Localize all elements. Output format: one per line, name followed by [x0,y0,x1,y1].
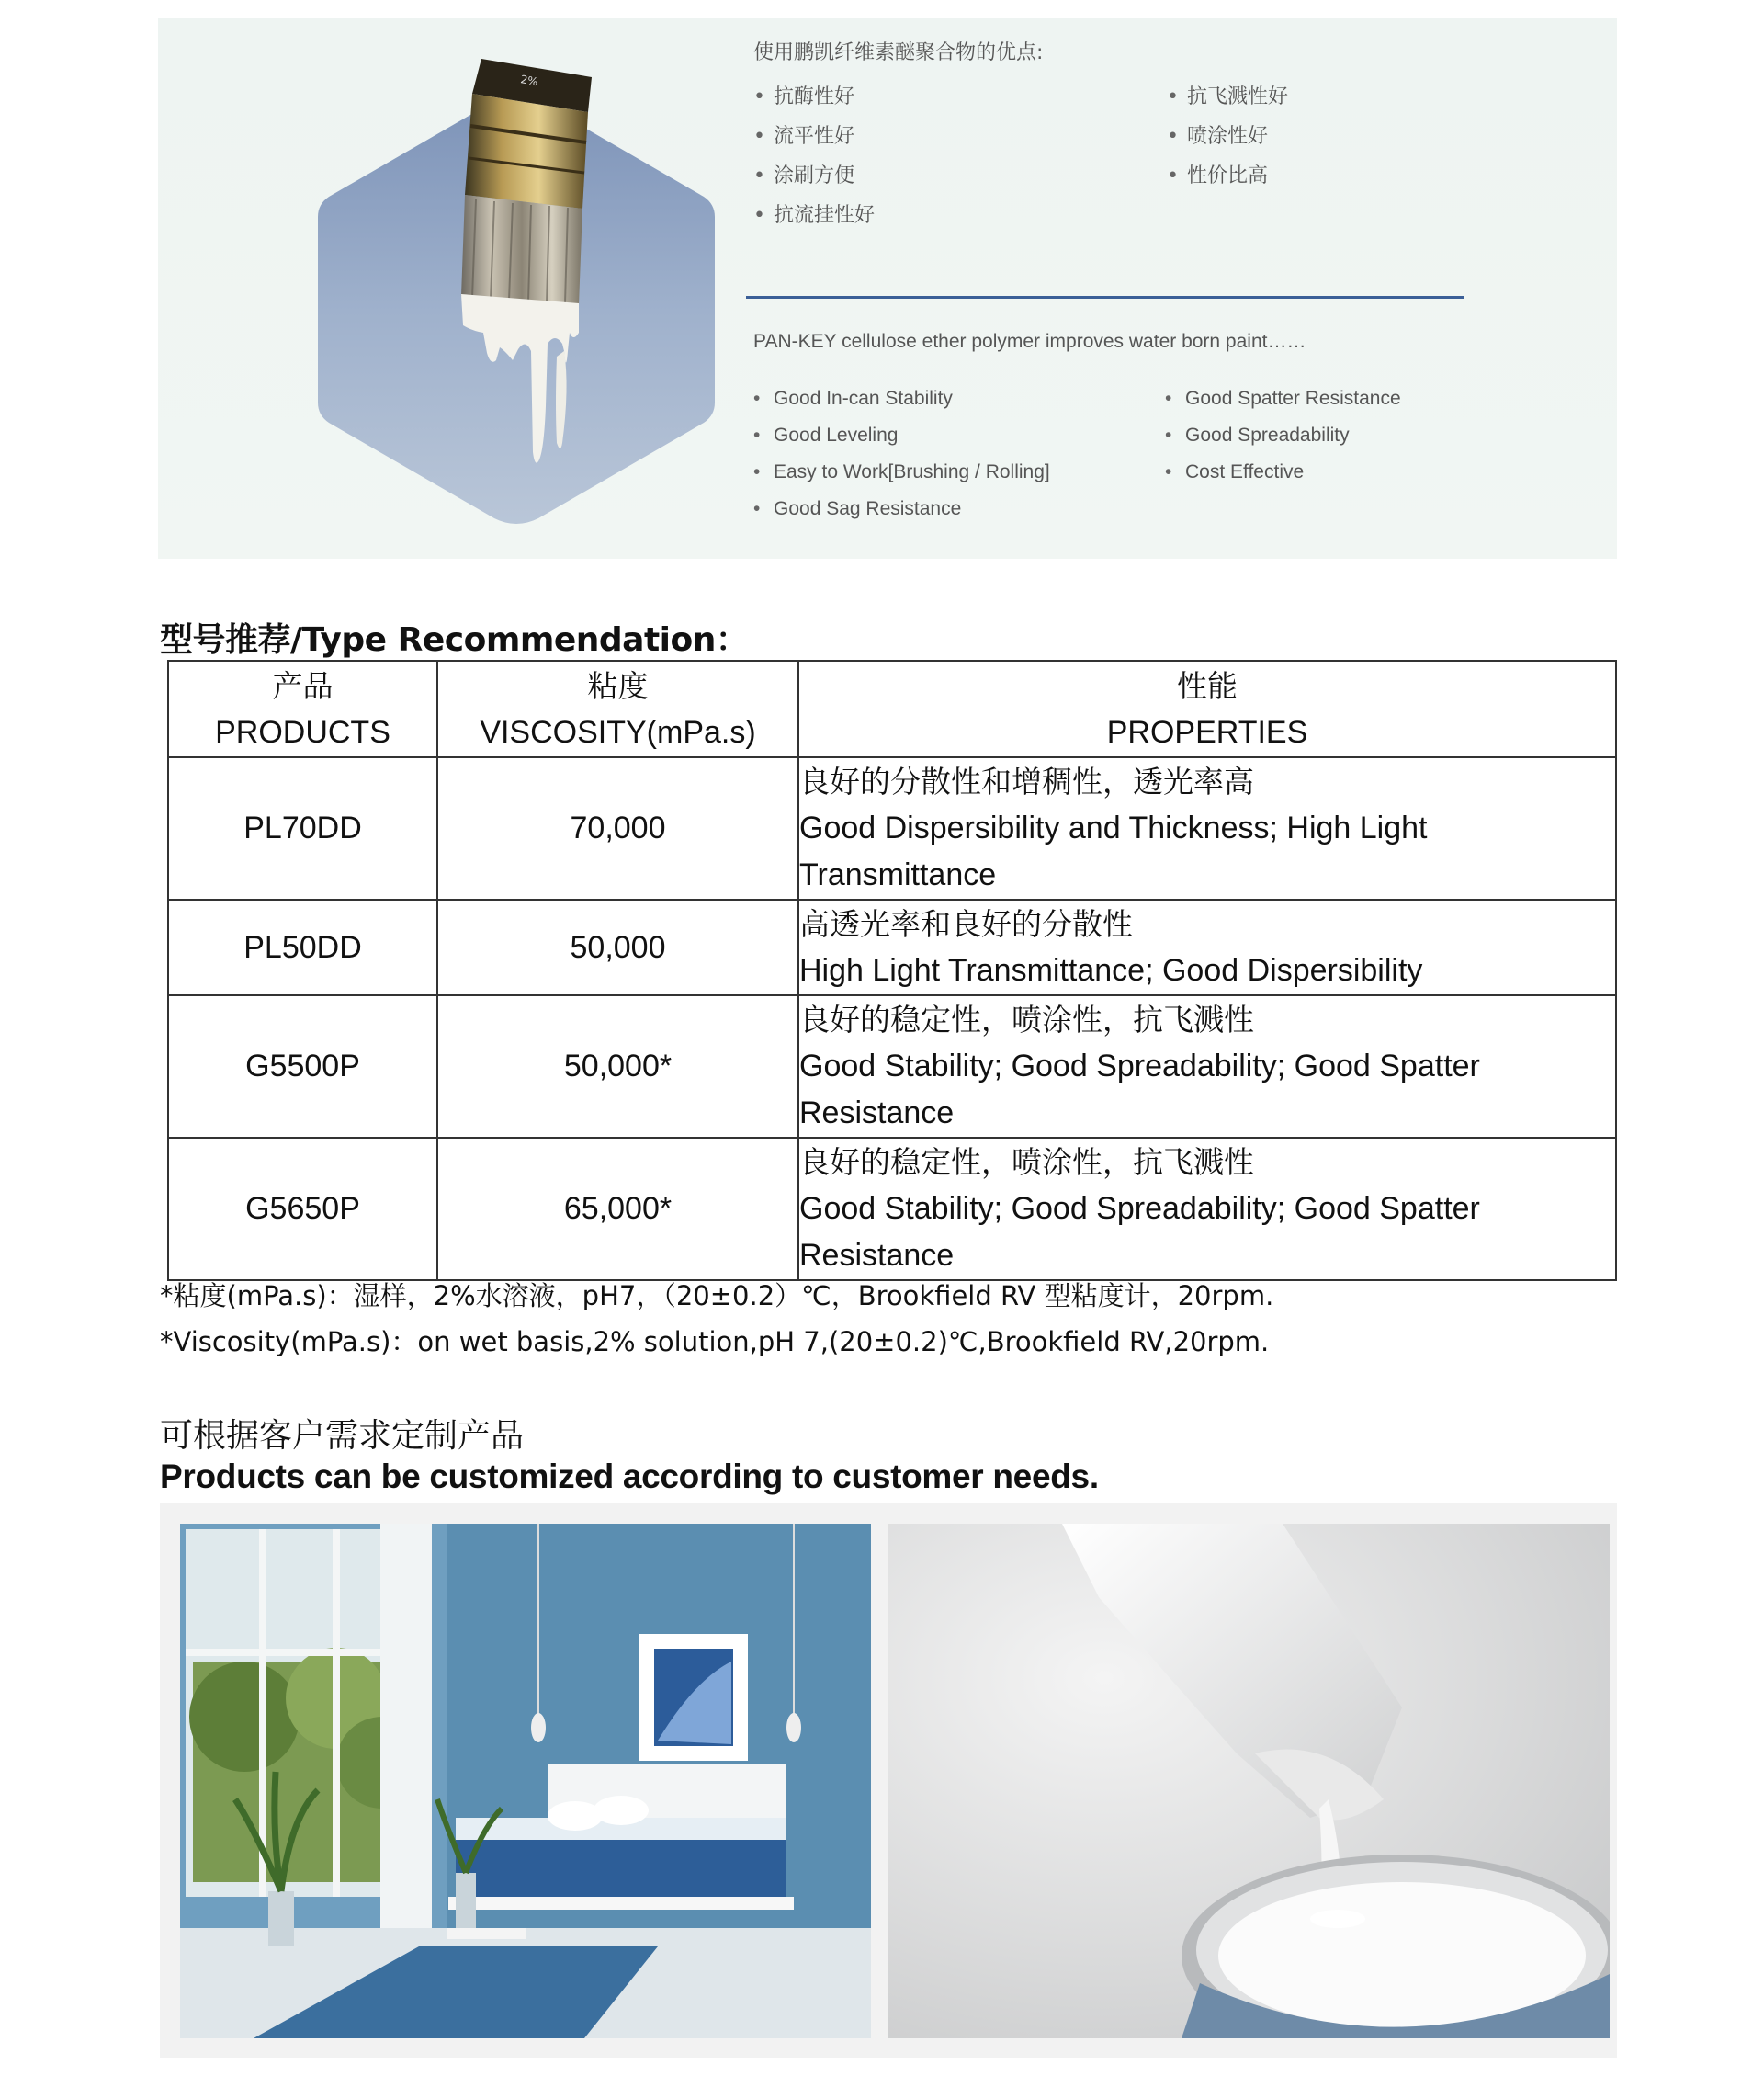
header-cn: 粘度 [587,667,649,704]
advantages-intro-en: PAN-KEY cellulose ether polymer improves water born paint…… [753,331,1306,352]
header-cn: 产品 [272,667,334,704]
header-cn: 性能 [1177,667,1238,704]
properties-cell [798,900,1616,995]
advantages-cn-right-list [1167,77,1288,196]
table-row [168,900,1616,995]
viscosity-cell: 50,000* [437,995,798,1138]
properties-cn: 良好的稳定性，喷涂性，抗飞溅性 [799,1144,1254,1180]
product-cell: G5500P [168,995,437,1138]
list-item: • 抗流挂性好 [753,196,875,235]
header-en: VISCOSITY(mPa.s) [480,714,756,750]
customize-heading-en: Products can be customized according to customer needs. [160,1458,1099,1495]
table-row [168,1138,1616,1280]
properties-cell [798,1138,1616,1280]
list-item: • Good Sag Resistance [753,491,1050,528]
list-item: • Good In-can Stability [753,380,1050,417]
advantages-en-left-list [753,380,1050,528]
white-paint-photo [888,1524,1610,2038]
header-viscosity [437,661,798,757]
viscosity-cell: 65,000* [437,1138,798,1280]
list-item: • 抗飞溅性好 [1167,77,1288,117]
list-item: • Easy to Work[Brushing / Rolling] [753,454,1050,491]
header-products [168,661,437,757]
properties-cn: 良好的分散性和增稠性，透光率高 [799,764,1254,800]
properties-en: High Light Transmittance; Good Dispersibility [799,953,1423,988]
paint-brush-icon [417,57,610,480]
properties-cell [798,995,1616,1138]
header-en: PRODUCTS [215,714,390,750]
bedroom-image [180,1524,871,2038]
header-properties [798,661,1616,757]
properties-en: Good Dispersibility and Thickness; High Light Transmittance [799,811,1428,892]
table-header-row [168,661,1616,757]
list-item: • 流平性好 [753,117,875,156]
product-cell: G5650P [168,1138,437,1280]
table-row [168,995,1616,1138]
list-item: • 性价比高 [1167,156,1288,196]
list-item: • 抗酶性好 [753,77,875,117]
customize-heading-cn: 可根据客户需求定制产品 [160,1417,525,1455]
properties-cell [798,757,1616,900]
list-item: • Good Spreadability [1165,417,1401,454]
list-item: • Good Spatter Resistance [1165,380,1401,417]
list-item: • 喷涂性好 [1167,117,1288,156]
properties-cn: 高透光率和良好的分散性 [799,906,1133,942]
list-item: • Good Leveling [753,417,1050,454]
list-item: • Cost Effective [1165,454,1401,491]
header-en: PROPERTIES [1106,714,1308,750]
product-cell: PL70DD [168,757,437,900]
properties-cn: 良好的稳定性，喷涂性，抗飞溅性 [799,1002,1254,1038]
list-item: • 涂刷方便 [753,156,875,196]
viscosity-cell: 70,000 [437,757,798,900]
advantages-en-right-list [1165,380,1401,491]
table-row [168,757,1616,900]
paint-image [888,1524,1610,2038]
section-divider [746,296,1464,299]
advantages-cn-left-list [753,77,875,235]
product-cell: PL50DD [168,900,437,995]
photo-strip [160,1503,1617,2058]
advantages-title-cn: 使用鹏凯纤维素醚聚合物的优点: [753,41,1044,64]
type-recommendation-heading: 型号推荐/Type Recommendation： [160,621,749,659]
viscosity-note-cn: *粘度(mPa.s)：湿样，2%水溶液，pH7，（20±0.2）℃，Brookfield RV 型粘度计，20rpm. [160,1280,1274,1311]
properties-en: Good Stability; Good Spreadability; Good Spatter Resistance [799,1049,1480,1130]
properties-en: Good Stability; Good Spreadability; Good Spatter Resistance [799,1191,1480,1273]
type-recommendation-table [167,660,1617,1281]
brush-label: 2% [519,73,539,89]
advantages-banner [158,18,1617,559]
bedroom-photo [180,1524,871,2038]
viscosity-cell: 50,000 [437,900,798,995]
viscosity-note-en: *Viscosity(mPa.s)：on wet basis,2% solution,pH 7,(20±0.2)℃,Brookfield RV,20rpm. [160,1326,1270,1357]
